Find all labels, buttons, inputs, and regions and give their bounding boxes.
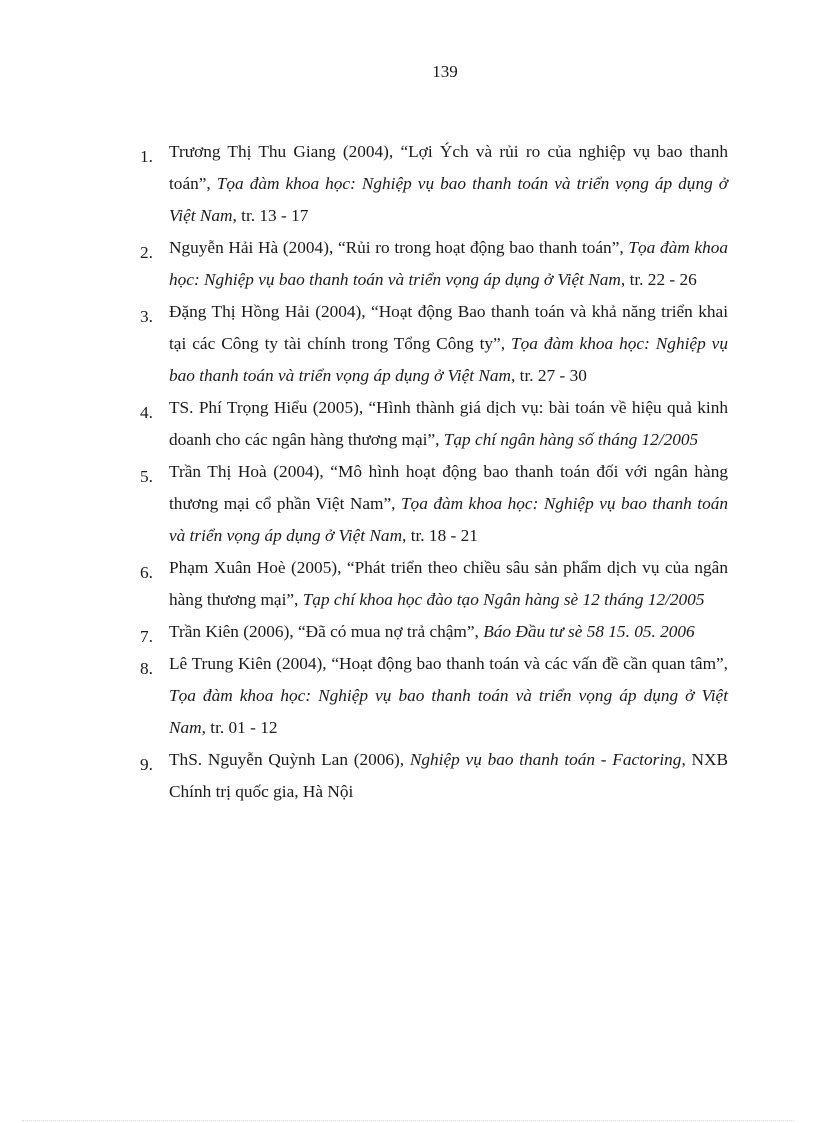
reference-source: Tọa đàm khoa học: Nghiệp vụ bao thanh toán và triển vọng áp dụng ở Việt Nam — [169, 238, 728, 289]
reference-item — [140, 392, 728, 456]
reference-number: 9. — [140, 755, 153, 774]
reference-source: Tọa đàm khoa học: Nghiệp vụ bao thanh toán và triển vọng áp dụng ở Việt Nam — [169, 686, 728, 737]
reference-number: 1. — [140, 147, 153, 166]
reference-text: Lê Trung Kiên (2004), “Hoạt động bao thanh toán và các vấn đề cần quan tâm”, — [169, 654, 728, 673]
reference-number: 3. — [140, 307, 153, 326]
reference-text: Trương Thị Thu Giang (2004), “Lợi Ých và rủi ro của nghiệp vụ bao thanh toán”, — [169, 142, 728, 193]
reference-pages: , tr. 18 - 21 — [402, 526, 478, 545]
reference-item — [140, 744, 728, 808]
reference-source: Tạp chí ngân hàng số tháng 12/2005 — [443, 430, 699, 449]
reference-list — [140, 136, 728, 808]
reference-pages: , tr. 22 - 26 — [620, 270, 697, 289]
reference-pages: , tr. 01 - 12 — [201, 718, 278, 737]
reference-source: Tọa đàm khoa học: Nghiệp vụ bao thanh toán và triển vọng áp dụng ở Việt Nam — [169, 494, 728, 545]
reference-source: Tọa đàm khoa học: Nghiệp vụ bao thanh toán và triển vọng áp dụng ở Việt Nam — [169, 334, 728, 385]
reference-source: Tạp chí khoa học đào tạo Ngân hàng sè 12 tháng 12/2005 — [302, 590, 705, 609]
reference-source: Tọa đàm khoa học: Nghiệp vụ bao thanh toán và triển vọng áp dụng ở Việt Nam — [169, 174, 728, 225]
reference-text: Trần Kiên (2006), “Đã có mua nợ trả chậm”, — [169, 622, 484, 641]
reference-number: 7. — [140, 627, 153, 646]
reference-number: 8. — [140, 659, 153, 678]
reference-text: Đặng Thị Hồng Hải (2004), “Hoạt động Bao thanh toán và khả năng triển khai tại các Công ty tài chính trong Tổng Công ty”, — [169, 302, 728, 353]
reference-text: TS. Phí Trọng Hiểu (2005), “Hình thành giá dịch vụ: bài toán về hiệu quả kinh doanh cho các ngân hàng thương mại”, — [169, 398, 728, 449]
reference-item — [140, 136, 728, 232]
reference-text: Nguyễn Hải Hà (2004), “Rủi ro trong hoạt động bao thanh toán”, — [169, 238, 629, 257]
reference-item — [140, 456, 728, 552]
page-number: 139 — [432, 62, 458, 81]
reference-source: Báo Đầu tư sè 58 15. 05. 2006 — [483, 622, 695, 641]
reference-text: ThS. Nguyễn Quỳnh Lan (2006), — [169, 750, 410, 769]
page-bottom-divider — [22, 1120, 794, 1121]
reference-number: 5. — [140, 467, 153, 486]
reference-text: Phạm Xuân Hoè (2005), “Phát triển theo chiều sâu sản phẩm dịch vụ của ngân hàng thương mại”, — [169, 558, 728, 609]
reference-pages: , NXB Chính trị quốc gia, Hà Nội — [169, 750, 728, 801]
reference-source: Nghiệp vụ bao thanh toán - Factoring — [409, 750, 682, 769]
reference-text: Trần Thị Hoà (2004), “Mô hình hoạt động bao thanh toán đối với ngân hàng thương mại cổ phần Việt Nam”, — [169, 462, 728, 513]
reference-pages: , tr. 13 - 17 — [232, 206, 309, 225]
reference-pages: , tr. 27 - 30 — [511, 366, 587, 385]
reference-item — [140, 648, 728, 744]
reference-number: 6. — [140, 563, 153, 582]
reference-number: 2. — [140, 243, 153, 262]
reference-number: 4. — [140, 403, 153, 422]
reference-item — [140, 232, 728, 296]
reference-item — [140, 552, 728, 616]
reference-item — [140, 296, 728, 392]
reference-item — [140, 616, 728, 648]
